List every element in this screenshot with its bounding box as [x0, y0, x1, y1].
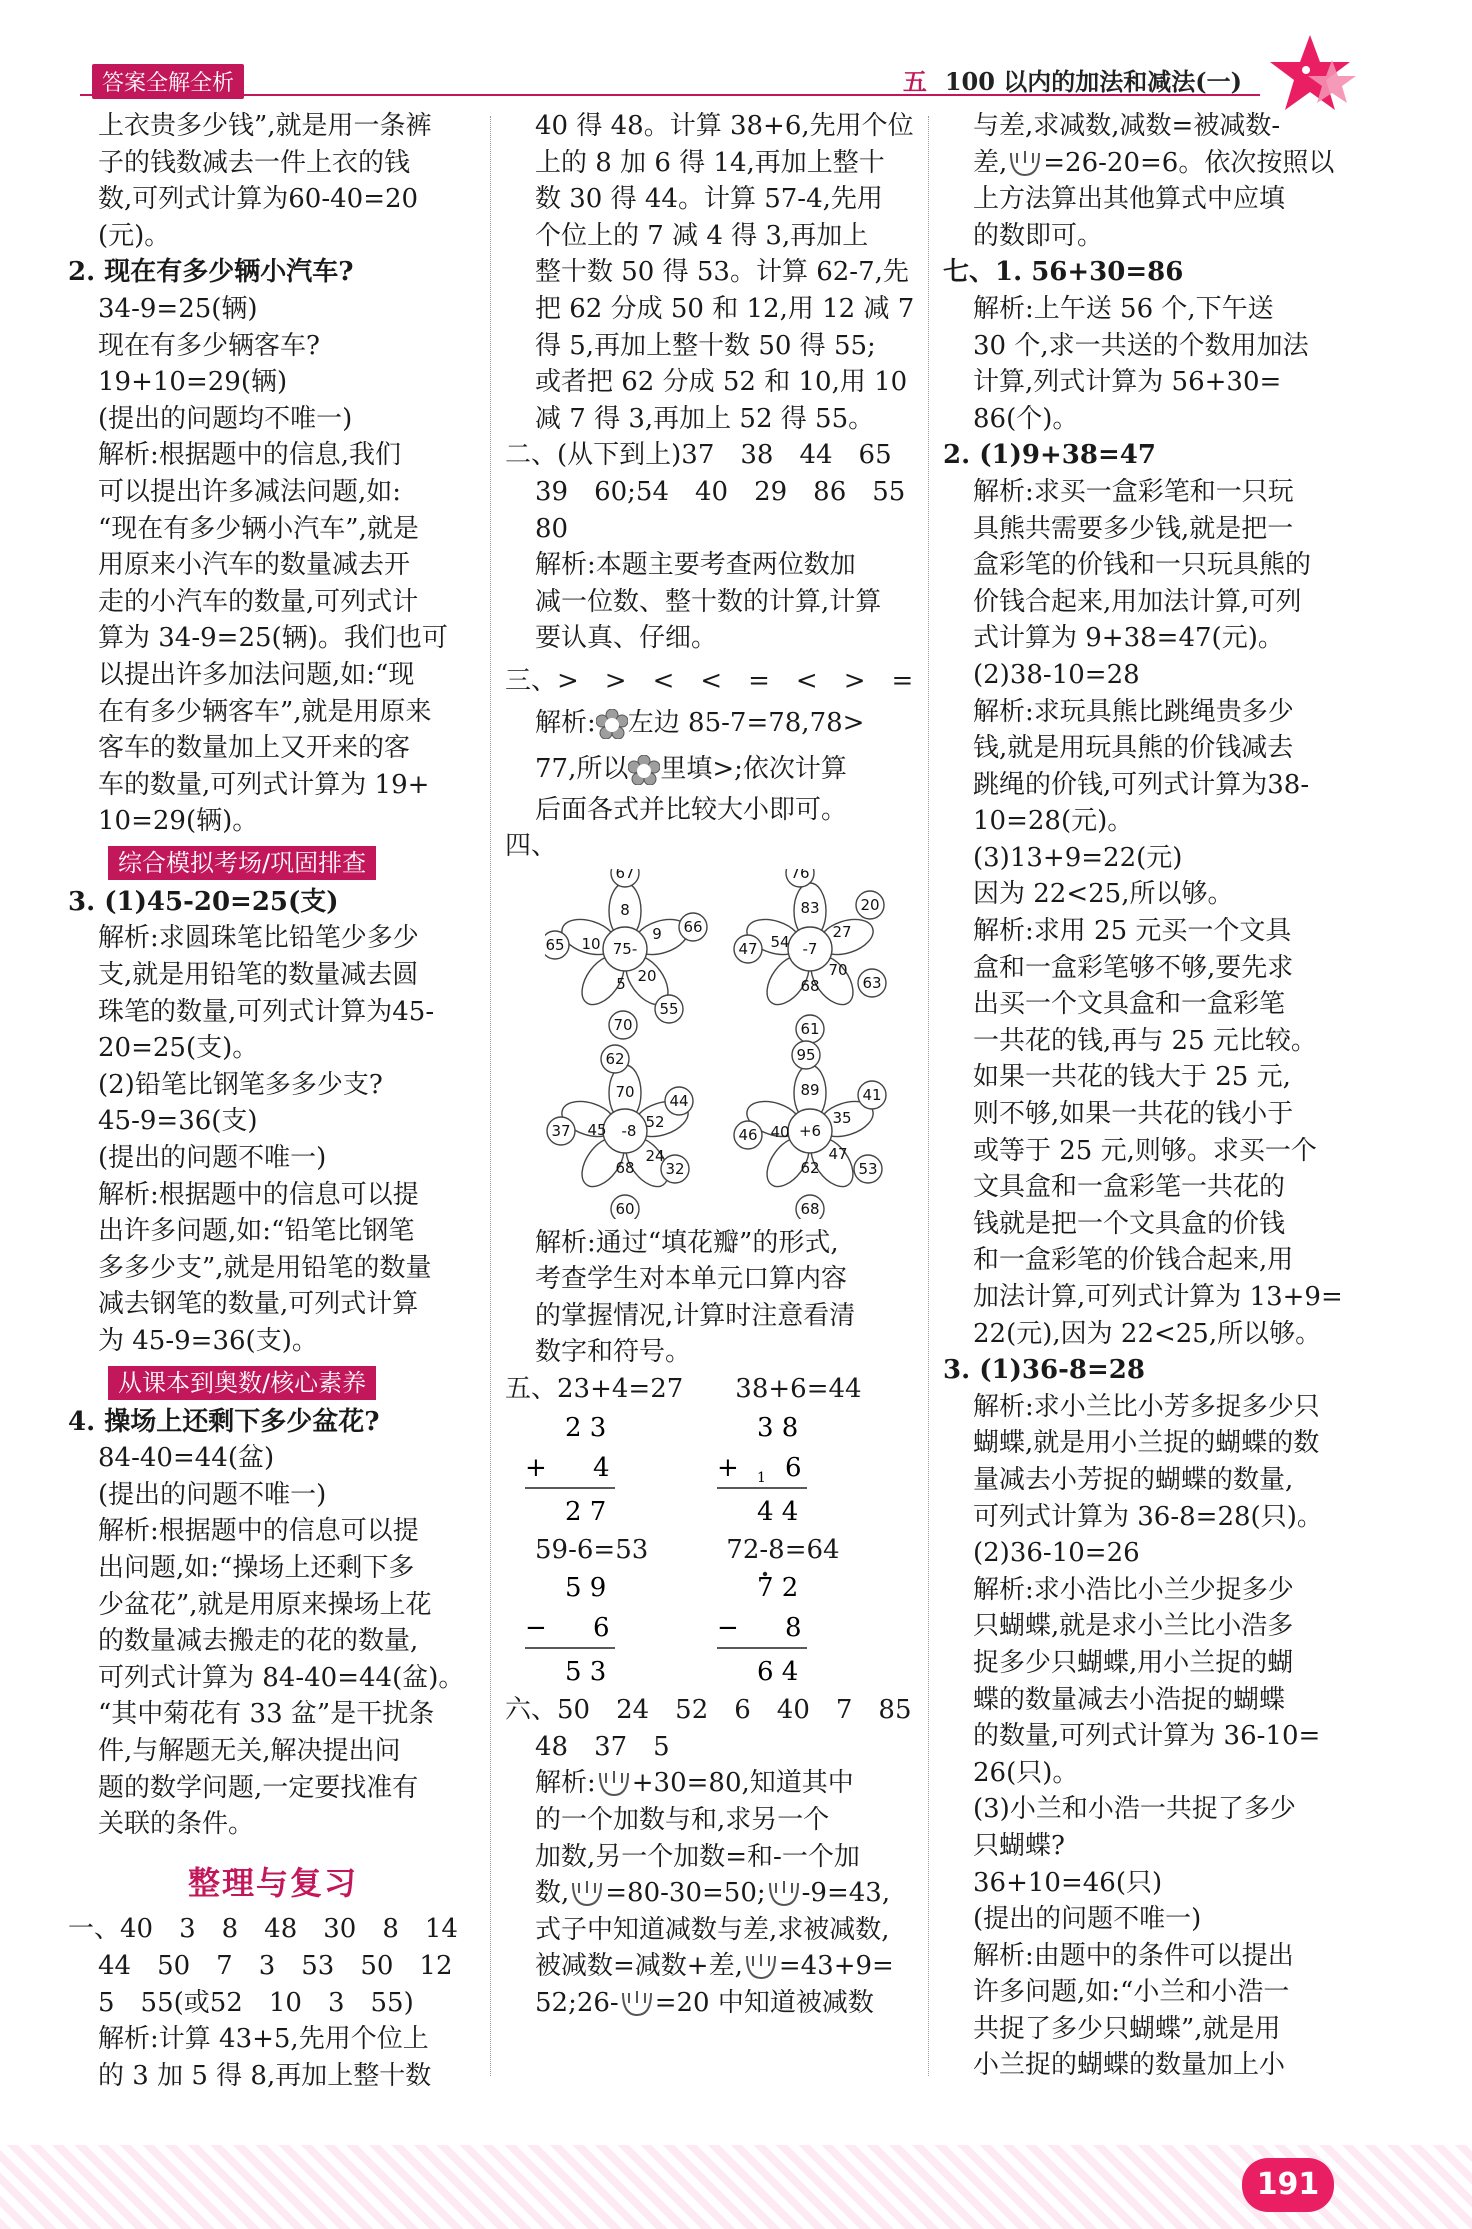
answer-line: 36+10=46(只) — [973, 1867, 1163, 1898]
flower-number: 45 — [587, 1120, 607, 1139]
flower-number: 65 — [545, 935, 565, 954]
explanation-line: 解析:根据题中的信息可以提 — [98, 1516, 419, 1547]
explanation-line: 数字和符号。 — [535, 1337, 692, 1368]
explanation-line: 的数量,可列式计算为 36-10= — [973, 1721, 1321, 1752]
vertical-calcs-1 — [525, 1408, 925, 1568]
explanation-line: 解析:求小兰比小芳多捉多少只 — [973, 1391, 1320, 1422]
answer-line: 三、> > < < = < > = — [505, 665, 914, 696]
explanation-text: =20 中知道被减数 — [654, 1988, 874, 2018]
answer-line: 39 60;54 40 29 86 55 — [535, 476, 906, 507]
flower-center: -8 — [621, 1121, 637, 1140]
explanation-label: 解析: — [535, 1768, 596, 1799]
flower-blank-icon — [628, 755, 660, 785]
explanation-line: 40 得 48。计算 38+6,先用个位 — [535, 111, 914, 141]
explanation-line: “现在有多少辆小汽车”,就是 — [98, 513, 419, 544]
flower-number: 24 — [645, 1146, 665, 1165]
calc-result: 2 7 — [565, 1496, 607, 1527]
explanation-line: 解析:由题中的条件可以提出 — [973, 1940, 1294, 1971]
explanation-line: 只蝴蝶,就是求小兰比小浩多 — [973, 1611, 1294, 1642]
explanation-line: 解析:求玩具熊比跳绳贵多少 — [973, 696, 1294, 727]
explanation-line: 为 45-9=36(支)。 — [98, 1326, 318, 1356]
flower-number: 10 — [581, 934, 601, 953]
explanation-line: 蝴蝶,就是用小兰捉的蝴蝶的数 — [973, 1428, 1320, 1459]
answer-line: 只蝴蝶? — [973, 1830, 1065, 1861]
explanation-line: 减一位数、整十数的计算,计算 — [535, 586, 882, 617]
calc-carry: 1 — [757, 1469, 766, 1486]
explanation-line: 26(只)。 — [973, 1757, 1079, 1788]
explanation-line: 客车的数量加上又开来的客 — [98, 733, 411, 764]
explanation-line: 量减去小芳捉的蝴蝶的数量, — [973, 1464, 1294, 1495]
calc-operand: 2 3 — [565, 1412, 607, 1443]
flower-diagram-svg — [545, 869, 905, 1219]
answer-line: 19+10=29(辆) — [98, 367, 288, 398]
column-1 — [68, 108, 478, 2094]
explanation-text: 77,所以 — [535, 753, 629, 784]
explanation-line: 个位上的 7 减 4 得 3,再加上 — [535, 220, 869, 251]
text-line: 子的钱数减去一件上衣的钱 — [98, 147, 411, 178]
explanation-line: 小兰捉的蝴蝶的数量加上小 — [973, 2050, 1286, 2081]
flower-number: 68 — [615, 1158, 635, 1177]
note-line: (提出的问题均不唯一) — [98, 403, 353, 434]
flower-number: 63 — [862, 973, 882, 992]
question-4: 4. 操场上还剩下多少盆花? — [68, 1406, 380, 1437]
answer-line: (2)36-10=26 — [973, 1538, 1140, 1569]
explanation-line: 解析:求用 25 元买一个文具 — [973, 916, 1292, 947]
vertical-calc-sub-2 — [717, 1572, 807, 1687]
explanation-line: 的掌握情况,计算时注意看清 — [535, 1300, 856, 1331]
explanation-line: 的数量减去搬走的花的数量, — [98, 1626, 419, 1657]
calc-result: 5 3 — [565, 1657, 607, 1688]
answer-line: (3)小兰和小浩一共捉了多少 — [973, 1794, 1296, 1825]
explanation-line: 整十数 50 得 53。计算 62-7,先 — [535, 257, 909, 288]
explanation-line: 可列式计算为 36-8=28(只)。 — [973, 1501, 1323, 1532]
explanation-text: 数, — [535, 1878, 570, 1909]
explanation-line: 走的小汽车的数量,可列式计 — [98, 586, 419, 617]
cup-blank-icon — [743, 1952, 779, 1982]
explanation-line: 10=29(辆)。 — [98, 806, 259, 837]
question-3: 3. (1)45-20=25(支) — [68, 886, 339, 917]
flower-number: 62 — [800, 1158, 820, 1177]
explanation-line: 解析:通过“填花瓣”的形式, — [535, 1227, 839, 1258]
section-label: 从课本到奥数/核心素养 — [108, 1366, 376, 1400]
explanation-line: 珠笔的数量,可列式计算为45- — [98, 996, 435, 1027]
vertical-calc-add-1 — [525, 1413, 615, 1527]
calc-operand: 3 8 — [757, 1412, 799, 1443]
flower-number: 53 — [858, 1159, 878, 1178]
explanation-line: 解析:上午送 56 个,下午送 — [973, 293, 1274, 324]
explanation-line — [505, 700, 925, 746]
flower-number: 68 — [800, 1199, 820, 1218]
explanation-line: 捉多少只蝴蝶,用小兰捉的蝴 — [973, 1647, 1294, 1678]
flower-number: 76 — [790, 868, 810, 882]
cup-blank-icon — [619, 1989, 655, 2019]
calc-result: 4 4 — [757, 1496, 799, 1527]
flower-number: 61 — [800, 1019, 820, 1038]
flower-diagrams — [545, 869, 905, 1219]
explanation-line: 价钱合起来,用加法计算,可列 — [973, 586, 1302, 617]
flower-number: 62 — [605, 1049, 625, 1068]
answer-line: 五、23+4=27 38+6=44 — [505, 1374, 862, 1405]
vertical-calcs-2 — [525, 1568, 925, 1728]
explanation-line — [505, 746, 925, 792]
explanation-line: 支,就是用铅笔的数量减去圆 — [98, 960, 419, 991]
text-line: 数,可列式计算为60-40=20(元)。 — [98, 184, 419, 251]
explanation-line: 盒和一盒彩笔够不够,要先求 — [973, 952, 1294, 983]
question-2: 2. 现在有多少辆小汽车? — [68, 257, 354, 288]
explanation-line: 算为 34-9=25(辆)。我们也可 — [98, 623, 448, 654]
explanation-line: 22(元),因为 22<25,所以够。 — [973, 1318, 1322, 1349]
explanation-line: 减去钢笔的数量,可列式计算 — [98, 1289, 419, 1320]
explanation-line: 式子中知道减数与差,求被减数, — [535, 1914, 890, 1945]
explanation-line: 10=28(元)。 — [973, 806, 1134, 837]
explanation-line: 出买一个文具盒和一盒彩笔 — [973, 989, 1286, 1020]
explanation-line — [505, 1875, 925, 1912]
explanation-line: 式计算为 9+38=47(元)。 — [973, 623, 1284, 654]
explanation-line: 减 7 得 3,再加上 52 得 55。 — [535, 403, 875, 434]
explanation-line: 上的 8 加 6 得 14,再加上整十 — [535, 147, 885, 178]
flower-number: 54 — [770, 932, 790, 951]
explanation-text: 被减数=减数+差, — [535, 1951, 743, 1982]
calc-operand: 4 — [593, 1452, 610, 1483]
flower-number: 40 — [770, 1122, 790, 1141]
explanation-line: 解析:求圆珠笔比铅笔少多少 — [98, 923, 419, 954]
flower-number: 46 — [738, 1125, 758, 1144]
explanation-line — [505, 1985, 925, 2022]
explanation-line: 20=25(支)。 — [98, 1033, 259, 1064]
explanation-line: 可以提出许多减法问题,如: — [98, 476, 402, 507]
cup-blank-icon — [596, 1769, 632, 1799]
explanation-line: 题的数学问题,一定要找准有 — [98, 1772, 419, 1803]
flower-number: 68 — [800, 976, 820, 995]
answer-line: (3)13+9=22(元) — [973, 842, 1183, 873]
explanation-line: 后面各式并比较大小即可。 — [535, 794, 848, 825]
explanation-line: 把 62 分成 50 和 12,用 12 减 7 — [535, 293, 915, 324]
explanation-line: 共捉了多少只蝴蝶”,就是用 — [973, 2013, 1281, 2044]
answer-line: 34-9=25(辆) — [98, 293, 258, 324]
explanation-line: 车的数量,可列式计算为 19+ — [98, 769, 430, 800]
explanation-line: 用原来小汽车的数量减去开 — [98, 550, 411, 581]
explanation-line: 加法计算,可列式计算为 13+9= — [973, 1282, 1343, 1312]
flower-number: 66 — [683, 917, 703, 936]
explanation-text: =26-20=6。依次按照以 — [1043, 147, 1335, 178]
explanation-line — [505, 1765, 925, 1802]
explanation-line: 关联的条件。 — [98, 1809, 255, 1840]
note-line: (提出的问题不唯一) — [973, 1904, 1202, 1935]
flower-2 — [734, 869, 886, 1043]
explanation-line: 具熊共需要多少钱,就是把一 — [973, 513, 1294, 544]
explanation-line: 或者把 62 分成 52 和 10,用 10 — [535, 367, 908, 398]
vertical-calc-add-2 — [717, 1413, 807, 1527]
answer-line: 44 50 7 3 53 50 12 — [98, 1950, 453, 1981]
explanation-line: 数 30 得 44。计算 57-4,先用 — [535, 184, 883, 215]
explanation-label: 解析: — [535, 707, 596, 738]
section-title: 整理与复习 — [187, 1863, 358, 1902]
explanation-line: 在有多少辆客车”,就是用原来 — [98, 696, 432, 727]
calc-operator: − — [717, 1613, 739, 1644]
explanation-line: 或等于 25 元,则够。求买一个 — [973, 1135, 1317, 1166]
explanation-line: 一共花的钱,再与 25 元比较。 — [973, 1025, 1317, 1056]
flower-number: 70 — [615, 1082, 635, 1101]
explanation-line: 和一盒彩笔的价钱合起来,用 — [973, 1245, 1294, 1276]
explanation-text: =43+9= — [778, 1951, 894, 1982]
column-divider-2 — [928, 116, 929, 2076]
explanation-line: 要认真、仔细。 — [535, 623, 718, 654]
explanation-line: 加数,另一个加数=和-一个加 — [535, 1841, 860, 1872]
note-line: (提出的问题不唯一) — [98, 1143, 327, 1174]
flower-number: 60 — [615, 1199, 635, 1218]
explanation-line: 30 个,求一共送的个数用加法 — [973, 330, 1309, 361]
answer-line: 七、1. 56+30=86 — [943, 257, 1184, 288]
flower-number: 35 — [832, 1108, 852, 1127]
answer-line: 二、(从下到上)37 38 44 65 — [505, 440, 892, 471]
explanation-line: 的一个加数与和,求另一个 — [535, 1805, 830, 1836]
answer-line: 2. (1)9+38=47 — [943, 440, 1156, 471]
explanation-line: 盒彩笔的价钱和一只玩具熊的 — [973, 550, 1312, 581]
flower-number: 27 — [832, 922, 852, 941]
answer-line: 45-9=36(支) — [98, 1106, 258, 1137]
explanation-line: 如果一共花的钱大于 25 元, — [973, 1062, 1291, 1093]
flower-number: 8 — [620, 900, 630, 919]
flower-number: 37 — [551, 1121, 571, 1140]
calc-operand: 5 9 — [565, 1573, 607, 1604]
explanation-line: 上方法算出其他算式中应填 — [973, 184, 1286, 215]
explanation-line: 的 3 加 5 得 8,再加上整十数 — [98, 2060, 432, 2091]
vertical-calc-sub-1 — [525, 1573, 615, 1687]
note-line: (提出的问题不唯一) — [98, 1479, 327, 1510]
flower-number: 47 — [738, 939, 758, 958]
explanation-line: 以提出许多加法问题,如:“现 — [98, 659, 415, 690]
explanation-line — [943, 145, 1363, 182]
explanation-line: 的数即可。 — [973, 220, 1104, 251]
explanation-line: “其中菊花有 33 盆”是干扰条 — [98, 1699, 435, 1730]
explanation-line: 则不够,如果一共花的钱小于 — [973, 1099, 1294, 1130]
chapter-title-text: 100 以内的加法和减法(一) — [944, 67, 1242, 96]
explanation-line: 出问题,如:“操场上还剩下多 — [98, 1552, 415, 1583]
vertical-calc-svg — [525, 1568, 925, 1718]
explanation-line: 考查学生对本单元口算内容 — [535, 1264, 848, 1295]
column-2 — [505, 108, 925, 2022]
explanation-line: 得 5,再加上整十数 50 得 55; — [535, 330, 876, 361]
calc-operand: 8 — [785, 1613, 802, 1644]
explanation-line: 蝶的数量减去小浩捉的蝴蝶 — [973, 1684, 1286, 1715]
flower-number: 89 — [800, 1080, 820, 1099]
explanation-line: 许多问题,如:“小兰和小浩一 — [973, 1977, 1290, 2008]
answer-line: 59-6=53 72-8=64 — [535, 1534, 840, 1565]
header-tag: 答案全解全析 — [92, 64, 244, 99]
flower-number: 20 — [637, 966, 657, 985]
explanation-line: 解析:求买一盒彩笔和一只玩 — [973, 476, 1294, 507]
answer-line: 一、40 3 8 48 30 8 14 — [68, 1914, 458, 1945]
calc-operand: 6 — [593, 1613, 610, 1644]
calc-result: 6 4 — [757, 1657, 799, 1688]
explanation-line: 多多少支”,就是用铅笔的数量 — [98, 1252, 432, 1283]
explanation-line: 86(个)。 — [973, 403, 1079, 434]
text-line: 上衣贵多少钱”,就是用一条裤 — [98, 111, 432, 141]
calc-operand: 6 — [785, 1452, 802, 1483]
flower-number: 70 — [613, 1015, 633, 1034]
page-header — [0, 0, 1472, 110]
cup-blank-icon — [1007, 149, 1043, 179]
explanation-text: 52;26- — [535, 1988, 619, 2018]
explanation-line: 钱就是把一个文具盒的价钱 — [973, 1208, 1286, 1239]
explanation-line: 钱,就是用玩具熊的价钱减去 — [973, 733, 1294, 764]
text-line: (2)铅笔比钢笔多多少支? — [98, 1069, 383, 1100]
explanation-text: 里填>;依次计算 — [660, 753, 847, 784]
explanation-line: 解析:根据题中的信息,我们 — [98, 440, 402, 471]
chapter-title — [903, 62, 1242, 97]
calc-operator: + — [525, 1452, 547, 1483]
vertical-calc-svg — [525, 1408, 925, 1558]
explanation-line: 件,与解题无关,解决提出问 — [98, 1735, 401, 1766]
flower-3 — [547, 1045, 693, 1219]
flower-number: 83 — [800, 898, 820, 917]
answer-line: 六、50 24 52 6 40 7 85 — [505, 1695, 912, 1726]
explanation-line: 解析:求小浩比小兰少捉多少 — [973, 1574, 1294, 1605]
flower-blank-icon — [596, 709, 628, 739]
explanation-text: =80-30=50; — [605, 1878, 766, 1909]
column-3 — [943, 108, 1363, 2084]
flower-4 — [734, 1041, 886, 1219]
calc-operand: 7 2 — [757, 1573, 799, 1604]
flower-number: 47 — [828, 1144, 848, 1163]
column-divider-1 — [490, 116, 491, 2076]
explanation-text: 左边 85-7=78,78> — [627, 707, 865, 738]
page-number: 191 — [1242, 2158, 1334, 2212]
answer-line: 80 — [535, 513, 569, 544]
explanation-line: 解析:根据题中的信息可以提 — [98, 1179, 419, 1210]
answer-line: (2)38-10=28 — [973, 659, 1140, 690]
explanation-line: 解析:本题主要考查两位数加 — [535, 550, 856, 581]
explanation-line: 出许多问题,如:“铅笔比钢笔 — [98, 1216, 415, 1247]
flower-number: 9 — [652, 924, 662, 943]
explanation-text: +30=80,知道其中 — [631, 1768, 854, 1799]
section-label: 综合模拟考场/巩固排查 — [108, 846, 376, 880]
flower-center: -7 — [802, 939, 818, 958]
explanation-text: -9=43, — [801, 1878, 891, 1909]
section-head: 四、 — [505, 831, 558, 862]
answer-line: 48 37 5 — [535, 1731, 670, 1762]
answer-line: 84-40=44(盆) — [98, 1443, 275, 1474]
explanation-line: 可列式计算为 84-40=44(盆)。 — [98, 1662, 465, 1693]
flower-number: 55 — [659, 999, 679, 1018]
flower-center: 75- — [612, 939, 638, 958]
flower-number: 70 — [828, 960, 848, 979]
explanation-line: 跳绳的价钱,可列式计算为38- — [973, 769, 1310, 800]
explanation-line: 少盆花”,就是用原来操场上花 — [98, 1589, 432, 1620]
text-line: 现在有多少辆客车? — [98, 330, 320, 361]
flower-number: 67 — [615, 868, 635, 882]
flower-1 — [545, 869, 707, 1039]
flower-number: 95 — [796, 1045, 816, 1064]
explanation-line: 与差,求减数,减数=被减数- — [973, 111, 1281, 141]
answer-line: 5 55(或52 10 3 55) — [98, 1987, 414, 2018]
explanation-line: 文具盒和一盒彩笔一共花的 — [973, 1172, 1286, 1203]
explanation-line: 计算,列式计算为 56+30= — [973, 367, 1282, 398]
flower-center: +6 — [798, 1121, 822, 1140]
calc-operator: − — [525, 1613, 547, 1644]
cup-blank-icon — [569, 1879, 605, 1909]
flower-number: 41 — [862, 1085, 882, 1104]
explanation-text: 差, — [973, 147, 1008, 178]
star-decoration-icon — [1270, 30, 1360, 120]
flower-number: 20 — [860, 895, 880, 914]
answer-line: 因为 22<25,所以够。 — [973, 879, 1234, 910]
flower-number: 52 — [645, 1112, 665, 1131]
answer-line: 3. (1)36-8=28 — [943, 1355, 1145, 1386]
explanation-line: 解析:计算 43+5,先用个位上 — [98, 2024, 429, 2055]
flower-number: 32 — [665, 1159, 685, 1178]
calc-operator: + — [717, 1452, 739, 1483]
flower-number: 44 — [669, 1091, 689, 1110]
chapter-number: 五 — [902, 67, 927, 96]
explanation-line — [505, 1948, 925, 1985]
cup-blank-icon — [766, 1879, 802, 1909]
flower-number: 5 — [616, 974, 626, 993]
